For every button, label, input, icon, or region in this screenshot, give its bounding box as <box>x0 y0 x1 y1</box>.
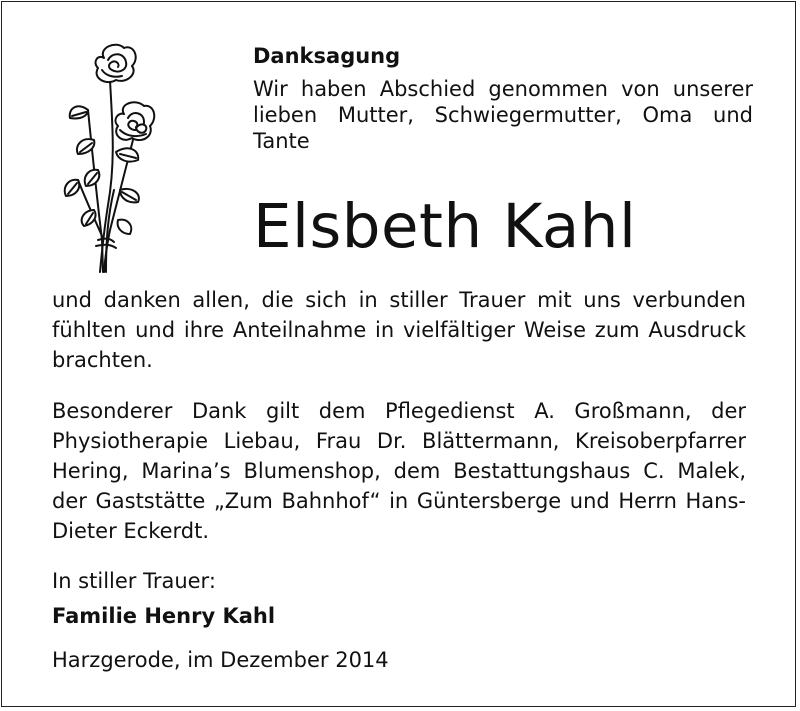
deceased-name: Elsbeth Kahl <box>253 191 637 262</box>
thanks-paragraph: und danken allen, die sich in stiller Trauer mit uns verbunden fühlten und ihre Anteilnahme in vielfältiger Weise zum Ausdruck brachten. <box>52 288 746 372</box>
special-thanks-paragraph: Besonderer Dank gilt dem Pflegedienst A. Großmann, der Physiotherapie Liebau, Frau Dr. Blättermann, Kreisoberpfarrer Hering, Marina’s Blumenshop, dem Bestattungshaus C. Malek, der Gaststätte „Zum Bahnhof“ in Güntersberge und Herrn Hans-Dieter Eckerdt. <box>52 399 746 543</box>
intro-block <box>253 40 753 154</box>
closing-line: In stiller Trauer: <box>52 569 216 593</box>
intro-text: Wir haben Abschied genommen von unserer lieben Mutter, Schwiegermutter, Oma und Tante <box>253 77 753 153</box>
notice-heading: Danksagung <box>253 44 401 68</box>
family-signature: Familie Henry Kahl <box>52 604 276 628</box>
place-date: Harzgerode, im Dezember 2014 <box>52 648 389 672</box>
rose-icon <box>58 40 170 280</box>
